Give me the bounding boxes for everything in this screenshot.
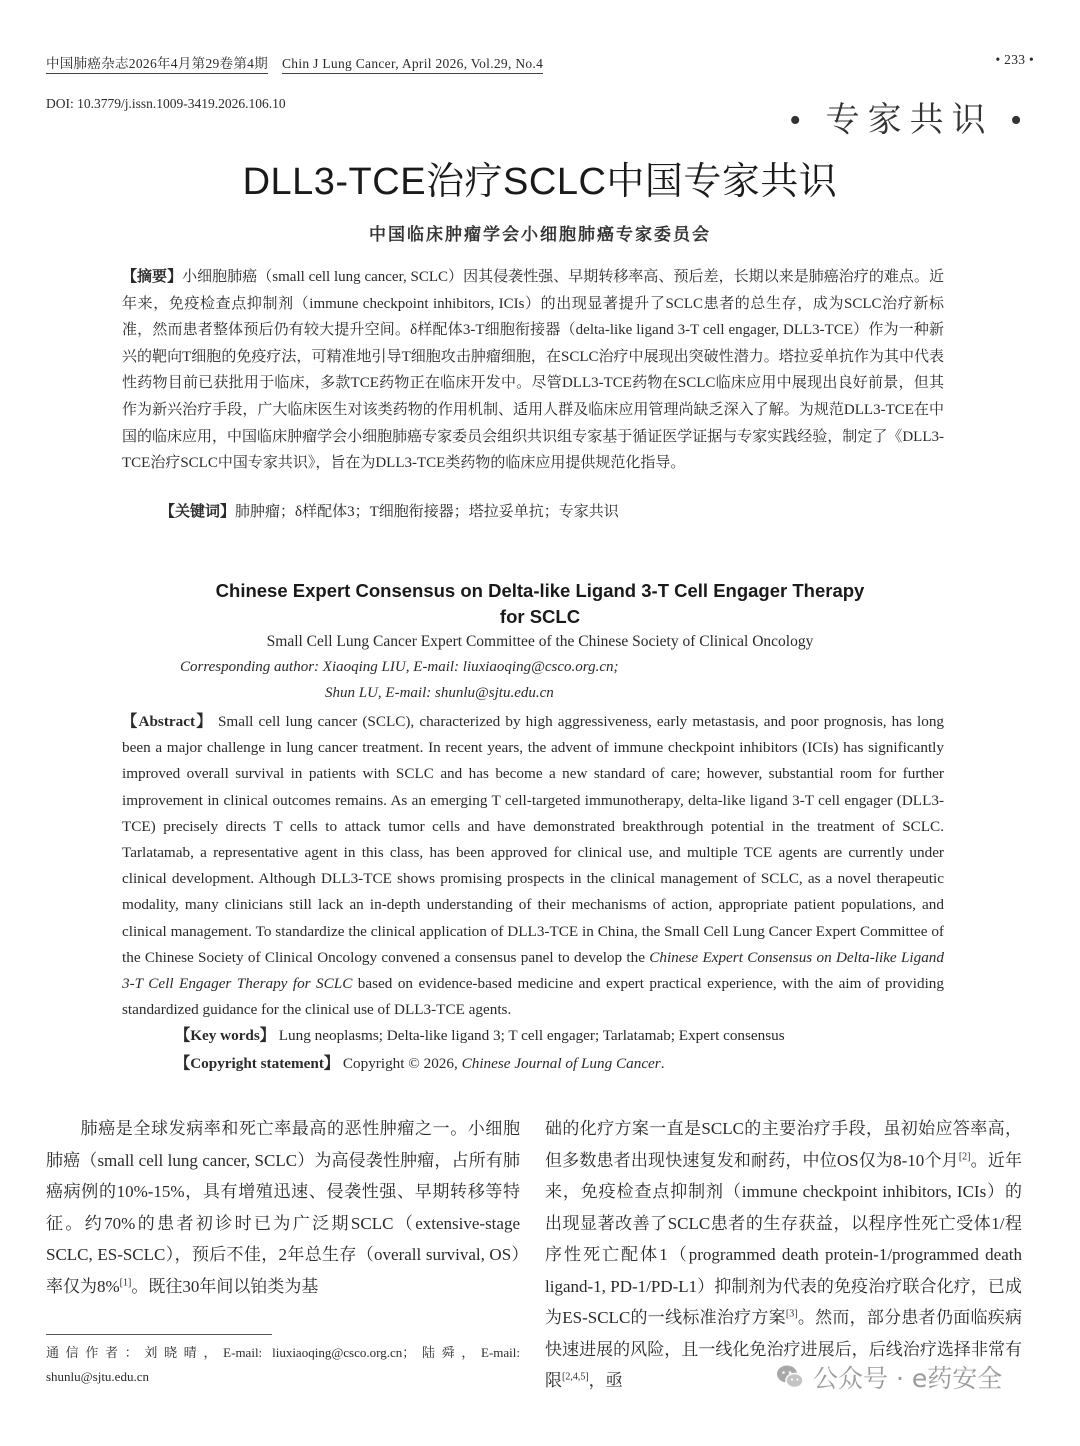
abstract-cn-text: 小细胞肺癌（small cell lung cancer, SCLC）因其侵袭性强、早期转移率高、预后差，长期以来是肺癌治疗的难点。近年来，免疫检查点抑制剂（immune checkpoint inhibitors, ICIs）的出现显著提升了SCLC患者的总生存，成为SCLC治疗新标准，然而患者整体预后仍有较大提升空间。δ样配体3-T细胞衔接器（delta-like ligand 3-T cell engager, DLL3-TCE）作为一种新兴的靶向T细胞的免疫疗法，可精准地引导T细胞攻击肿瘤细胞，在SCLC治疗中展现出突破性潜力。塔拉妥单抗作为其中代表性药物目前已获批用于临床，多款TCE药物正在临床开发中。尽管DLL3-TCE药物在SCLC临床应用中展现出良好前景，但其作为新兴治疗手段，广大临床医生对该类药物的作用机制、适用人群及临床应用管理尚缺乏深入了解。为规范DLL3-TCE在中国的临床应用，中国临床肿瘤学会小细胞肺癌专家委员会组织共识组专家基于循证医学证据与专家实践经验，制定了《DLL3-TCE治疗SCLC中国专家共识》，旨在为DLL3-TCE类药物的临床应用提供规范化指导。 (122, 269, 944, 472)
running-header (46, 52, 1034, 72)
journal-info (46, 52, 543, 72)
abstract-en-consensus-title: Chinese Expert Consensus on Delta-like Ligand 3-T Cell Engager Therapy for SCLC (122, 948, 944, 993)
journal-name-en: Chin J Lung Cancer, April 2026, Vol.29, No.4 (282, 56, 543, 74)
body-right-text-3: 。然而，部分患者仍面临疾病快速进展的风险，且一线化免治疗进展后，后线治疗选择非常有限 (545, 1308, 1022, 1390)
journal-name-cn: 中国肺癌杂志2026年4月第29卷第4期 (46, 56, 268, 74)
body-column-right (545, 1113, 1022, 1397)
footnote-divider (46, 1334, 272, 1335)
title-en-line-2: for SCLC (499, 606, 581, 627)
keywords-cn (160, 500, 619, 521)
article-title-en (0, 578, 1080, 630)
title-en-line-1: Chinese Expert Consensus on Delta-like Ligand 3-T Cell Engager Therapy (215, 580, 865, 601)
keywords-cn-label: 【关键词】 (160, 504, 236, 520)
footnote-correspondence: 通信作者：刘晓晴，E-mail: liuxiaoqing@csco.org.cn；陆舜，E-mail: shunlu@sjtu.edu.cn (46, 1345, 520, 1384)
body-left-text-2: 。既往30年间以铂类为基 (131, 1276, 319, 1296)
keywords-cn-text: 肺肿瘤；δ样配体3；T细胞衔接器；塔拉妥单抗；专家共识 (235, 504, 619, 520)
article-title-cn: DLL3-TCE治疗SCLC中国专家共识 (242, 161, 838, 203)
copyright-suffix: . (660, 1055, 665, 1072)
wechat-icon (775, 1362, 805, 1392)
author-group-en: Small Cell Lung Cancer Expert Committee of the Chinese Society of Clinical Oncology (266, 633, 814, 650)
watermark (775, 1357, 1002, 1397)
citation-ref-3: [3] (785, 1308, 798, 1320)
abstract-en (122, 709, 944, 1023)
body-right-text-2: 。近年来，免疫检查点抑制剂（immune checkpoint inhibitors, ICIs）的出现显著改善了SCLC患者的生存获益，以程序性死亡受体1/程序性死亡配体1（programmed death protein-1/programmed death ligand-1, PD-1/PD-L1）抑制剂为代表的免疫治疗联合化疗，已成为ES-SCLC的一线标准治疗方案 (545, 1150, 1022, 1327)
corresponding-author-1: Corresponding author: Xiaoqing LIU, E-mail: liuxiaoqing@csco.org.cn; (180, 659, 619, 675)
abstract-en-label: 【Abstract】 (122, 713, 213, 730)
body-right-text-4: ，亟 (588, 1371, 623, 1390)
copyright-label: 【Copyright statement】 (175, 1055, 340, 1072)
corresponding-author-2: Shun LU, E-mail: shunlu@sjtu.edu.cn (325, 685, 554, 701)
abstract-cn (122, 264, 944, 477)
page-number: • 233 • (995, 52, 1034, 67)
body-left-text-1: 肺癌是全球发病率和死亡率最高的恶性肿瘤之一。小细胞肺癌（small cell lung cancer, SCLC）为高侵袭性肿瘤，占所有肺癌病例的10%-15%，具有增殖迅速、侵袭性强、早期转移等特征。约70%的患者初诊时已为广泛期SCLC（extensive-stage SCLC, ES-SCLC），预后不佳，2年总生存（overall survival, OS）率仅为8% (46, 1119, 520, 1296)
citation-ref-4: [2,4,5] (562, 1371, 589, 1383)
author-group-cn: 中国临床肿瘤学会小细胞肺癌专家委员会 (369, 225, 711, 244)
citation-ref-2: [2] (958, 1150, 971, 1162)
doi: DOI: 10.3779/j.issn.1009-3419.2026.106.10 (46, 96, 286, 111)
abstract-en-text-1: Small cell lung cancer (SCLC), characterized by high aggressiveness, early metastasis, and poor prognosis, has long been a major challenge in lung cancer treatment. In recent years, the advent of immune checkpoint inhibitors (ICIs) has significantly improved overall survival in patients with SCLC and has become a new standard of care; however, substantial room for further improvement in clinical outcomes remains. As an emerging T cell-targeted immunotherapy, delta-like ligand 3-T cell engager (DLL3-TCE) precisely directs T cells to attack tumor cells and have demonstrated breakthrough potential in the treatment of SCLC. Tarlatamab, a representative agent in this class, has been approved for clinical use, and multiple TCE agents are currently under clinical development. Although DLL3-TCE shows promising prospects in the clinical management of SCLC, as a novel therapeutic modality, many clinicians still lack an in-depth understanding of their mechanisms of action, appropriate patient populations, and clinical management. To standardize the clinical application of DLL3-TCE in China, the Small Cell Lung Cancer Expert Committee of the Chinese Society of Clinical Oncology convened a consensus panel to develop the (122, 713, 945, 966)
citation-ref-1: [1] (119, 1276, 132, 1288)
keywords-en-label: 【Key words】 (175, 1027, 275, 1044)
body-right-text-1: 础的化疗方案一直是SCLC的主要治疗手段，虽初始应答率高，但多数患者出现快速复发和耐药，中位OS仅为8-10个月 (545, 1119, 1022, 1170)
watermark-text: 公众号 · e药安全 (813, 1364, 1003, 1393)
keywords-en-text: Lung neoplasms; Delta-like ligand 3; T cell engager; Tarlatamab; Expert consensus (278, 1027, 785, 1044)
section-label: • 专家共识 • (789, 102, 1030, 139)
copyright-prefix: Copyright © 2026, (342, 1055, 462, 1072)
copyright-journal: Chinese Journal of Lung Cancer (461, 1055, 661, 1072)
body-column-left (46, 1113, 520, 1302)
abstract-en-text-2: based on evidence-based medicine and expert practical experience, with the aim of providing standardized guidance for the clinical use of DLL3-TCE agents. (122, 975, 944, 1019)
keywords-en (175, 1024, 785, 1045)
abstract-cn-label: 【摘要】 (122, 269, 183, 285)
copyright-statement (175, 1052, 665, 1073)
